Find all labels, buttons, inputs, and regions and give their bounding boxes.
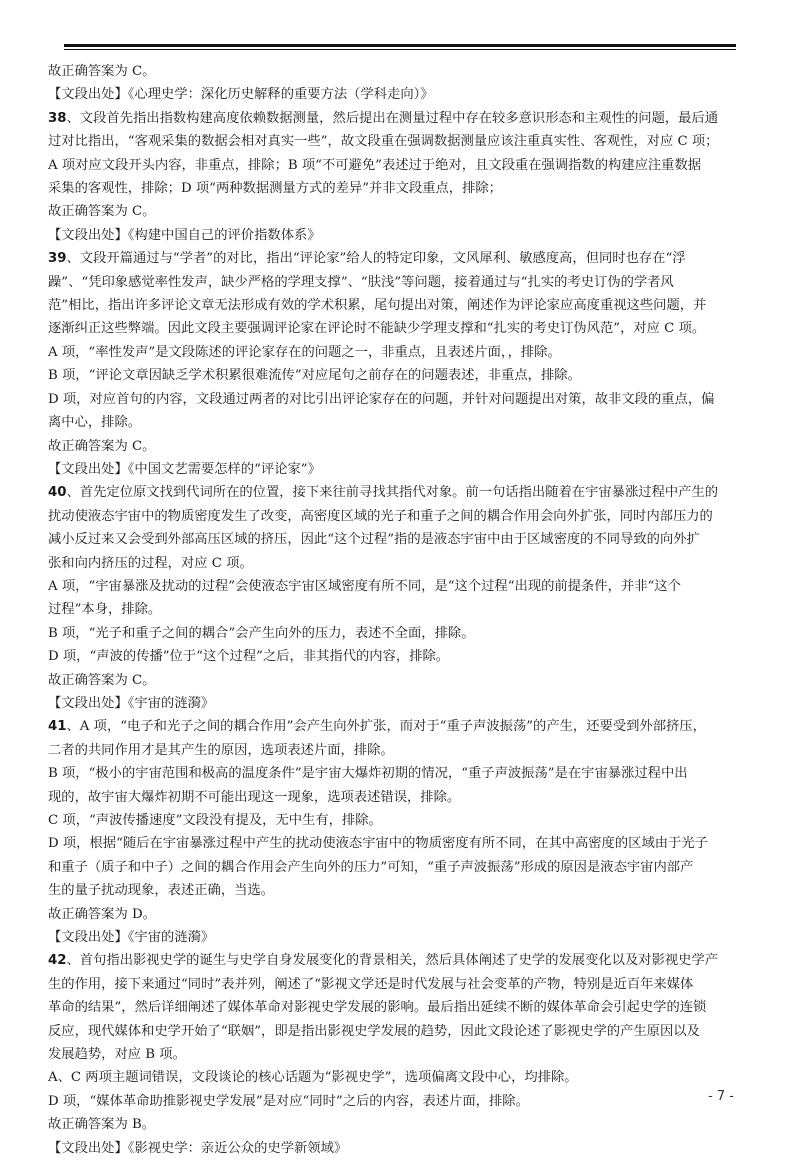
line-text: A 项，“率性发声”是文段陈述的评论家存在的问题之一，非重点，且表述片面，，排除。 xyxy=(48,344,561,360)
line-text: 离中心，排除。 xyxy=(48,415,142,431)
text-line xyxy=(48,271,753,294)
text-line xyxy=(48,60,753,83)
line-text: 故正确答案为 B。 xyxy=(48,1117,156,1133)
line-text: 故正确答案为 C。 xyxy=(48,438,156,454)
question-line xyxy=(48,247,753,270)
line-text: B 项，“评论文章因缺乏学术积累很难流传”对应尾句之前存在的问题表述，非重点，排除。 xyxy=(48,368,581,384)
text-line xyxy=(48,692,753,715)
header-rule-thick xyxy=(64,44,736,47)
text-line xyxy=(48,528,753,551)
line-text: D 项，“声波的传播”位于“这个过程”之后，非其指代的内容，排除。 xyxy=(48,649,450,665)
text-line xyxy=(48,177,753,200)
line-text: 现的，故宇宙大爆炸初期不可能出现这一现象，选项表述错误，排除。 xyxy=(48,789,461,805)
text-line xyxy=(48,294,753,317)
text-line xyxy=(48,224,753,247)
line-text: 张和向内挤压的过程，对应 C 项。 xyxy=(48,555,253,571)
text-line xyxy=(48,1137,753,1160)
text-line xyxy=(48,879,753,902)
header-rule-thin xyxy=(64,49,736,50)
line-text: 逐渐纠正这些弊端。因此文段主要强调评论家在评论时不能缺少学理支撑和“扎实的考史订伪风范”，对应 C 项。 xyxy=(48,321,706,337)
line-text: 和重子（质子和中子）之间的耦合作用会产生向外的压力”可知，“重子声波振荡”形成的原因是液态宇宙内部产 xyxy=(48,859,694,875)
page-number: - 7 - xyxy=(708,1089,734,1104)
text-line xyxy=(48,83,753,106)
question-number: 38 xyxy=(48,110,67,126)
question-line xyxy=(48,481,753,504)
text-line xyxy=(48,762,753,785)
line-text: 、文段开篇通过与“学者”的对比，指出“评论家”给人的特定印象，文风犀利、敏感度高，但同时也存在“浮 xyxy=(66,251,686,267)
question-number: 42 xyxy=(48,953,67,969)
line-text: 发展趋势，对应 B 项。 xyxy=(48,1047,186,1063)
text-line xyxy=(48,1113,753,1136)
text-line xyxy=(48,364,753,387)
line-text: 范”相比，指出许多评论文章无法形成有效的学术积累，尾句提出对策，阐述作为评论家应高度重视这些问题，并 xyxy=(48,298,707,314)
text-line xyxy=(48,598,753,621)
line-text: 【文段出处】《构建中国自己的评价指数体系》 xyxy=(48,227,321,243)
line-text: D 项，“媒体革命助推影视史学发展”是对应“同时”之后的内容，表述片面，排除。 xyxy=(48,1093,529,1109)
line-text: D 项，对应首句的内容，文段通过两者的对比引出评论家存在的问题，并针对问题提出对策，故非文段的重点，偏 xyxy=(48,391,715,407)
question-line xyxy=(48,949,753,972)
line-text: 故正确答案为 D。 xyxy=(48,906,156,922)
line-text: 反应，现代媒体和史学开始了“联姻”，即是指出影视史学发展的趋势，因此文段论述了影视史学的产生原因以及 xyxy=(48,1023,700,1039)
question-number: 41 xyxy=(48,719,67,735)
line-text: 躁”、“凭印象感觉率性发声，缺少严格的学理支撑”、“肤浅”等问题，接着通过与“扎实的考史订伪的学者风 xyxy=(48,274,674,290)
line-text: A 项，“宇宙暴涨及扰动的过程”会使液态宇宙区域密度有所不同，是“这个过程“出现的前提条件，并非“这个 xyxy=(48,578,681,594)
line-text: 生的量子扰动现象，表述正确，当选。 xyxy=(48,883,275,899)
line-text: 过对比指出，“客观采集的数据会相对真实一些”，故文段重在强调数据测量应该注重真实性、客观性，对应 C 项； xyxy=(48,134,719,150)
text-line xyxy=(48,645,753,668)
line-text: 扰动使液态宇宙中的物质密度发生了改变，高密度区域的光子和重子之间的耦合作用会向外扩张，同时内部压力的 xyxy=(48,508,713,524)
line-text: 二者的共同作用才是其产生的原因，选项表述片面，排除。 xyxy=(48,742,394,758)
line-text: B 项，“光子和重子之间的耦合”会产生向外的压力，表述不全面，排除。 xyxy=(48,625,475,641)
text-line xyxy=(48,388,753,411)
text-line xyxy=(48,622,753,645)
text-line xyxy=(48,856,753,879)
text-line xyxy=(48,130,753,153)
line-text: 、首句指出影视史学的诞生与史学自身发展变化的背景相关，然后具体阐述了史学的发展变化以及对影视史学产 xyxy=(66,953,719,969)
question-number: 40 xyxy=(48,485,67,501)
line-text: 【文段出处】《影视史学：亲近公众的史学新领域》 xyxy=(48,1140,348,1156)
document-body xyxy=(48,60,753,1160)
text-line xyxy=(48,411,753,434)
line-text: 、A 项，“电子和光子之间的耦合作用”会产生向外扩张，而对于“重子声波振荡”的产生，还要受到外部挤压， xyxy=(66,719,706,735)
line-text: C 项，“声波传播速度”文段没有提及，无中生有，排除。 xyxy=(48,813,382,828)
text-line xyxy=(48,1043,753,1066)
line-text: 革命的结果”，然后详细阐述了媒体革命对影视史学发展的影响。最后指出延续不断的媒体革命会引起史学的连锁 xyxy=(48,1000,707,1016)
line-text: 、首先定位原文找到代词所在的位置，接下来往前寻找其指代对象。前一句话指出随着在宇宙暴涨过程中产生的 xyxy=(66,485,719,501)
text-line xyxy=(48,341,753,364)
text-line xyxy=(48,1020,753,1043)
text-line xyxy=(48,996,753,1019)
line-text: 【文段出处】《中国文艺需要怎样的“评论家”》 xyxy=(48,461,321,477)
line-text: 过程”本身，排除。 xyxy=(48,602,162,618)
line-text: 采集的客观性，排除；D 项“两种数据测量方式的差异”并非文段重点，排除； xyxy=(48,181,502,197)
text-line xyxy=(48,926,753,949)
text-line xyxy=(48,200,753,223)
text-line xyxy=(48,903,753,926)
text-line xyxy=(48,669,753,692)
line-text: 、文段首先指出指数构建高度依赖数据测量，然后提出在测量过程中存在较多意识形态和主观性的问题，最后通 xyxy=(66,110,719,126)
text-line xyxy=(48,1090,753,1113)
line-text: 【文段出处】《宇宙的涟漪》 xyxy=(48,930,215,946)
text-line xyxy=(48,739,753,762)
question-line xyxy=(48,107,753,130)
text-line xyxy=(48,435,753,458)
text-line xyxy=(48,1066,753,1089)
line-text: A、C 两项主题词错误，文段谈论的核心话题为“影视史学”，选项偏离文段中心，均排除。 xyxy=(48,1070,578,1086)
text-line xyxy=(48,786,753,809)
line-text: B 项，“极小的宇宙范围和极高的温度条件”是宇宙大爆炸初期的情况，“重子声波振荡”是在宇宙暴涨过程中出 xyxy=(48,766,688,782)
text-line xyxy=(48,317,753,340)
text-line xyxy=(48,832,753,855)
text-line xyxy=(48,458,753,481)
text-line xyxy=(48,552,753,575)
line-text: 故正确答案为 C。 xyxy=(48,64,156,79)
text-line xyxy=(48,154,753,177)
question-number: 39 xyxy=(48,251,67,267)
line-text: 减小反过来又会受到外部高压区域的挤压，因此“这个过程”指的是液态宇宙中由于区域密度的不同导致的向外扩 xyxy=(48,532,700,548)
text-line xyxy=(48,505,753,528)
line-text: 生的作用，接下来通过“同时”表并列，阐述了“影视文学还是时代发展与社会变革的产物，特别是近百年来媒体 xyxy=(48,976,694,992)
text-line xyxy=(48,809,753,832)
text-line xyxy=(48,575,753,598)
line-text: 【文段出处】《宇宙的涟漪》 xyxy=(48,695,215,711)
question-line xyxy=(48,715,753,738)
line-text: 故正确答案为 C。 xyxy=(48,672,156,688)
line-text: A 项对应文段开头内容，非重点，排除；B 项“不可避免”表述过于绝对，且文段重在强调指数的构建应注重数据 xyxy=(48,157,702,173)
line-text: D 项，根据“随后在宇宙暴涨过程中产生的扰动使液态宇宙中的物质密度有所不同，在其中高密度的区域由于光子 xyxy=(48,836,708,852)
text-line xyxy=(48,973,753,996)
line-text: 【文段出处】《心理史学：深化历史解释的重要方法（学科走向）》 xyxy=(48,87,434,103)
line-text: 故正确答案为 C。 xyxy=(48,204,156,220)
